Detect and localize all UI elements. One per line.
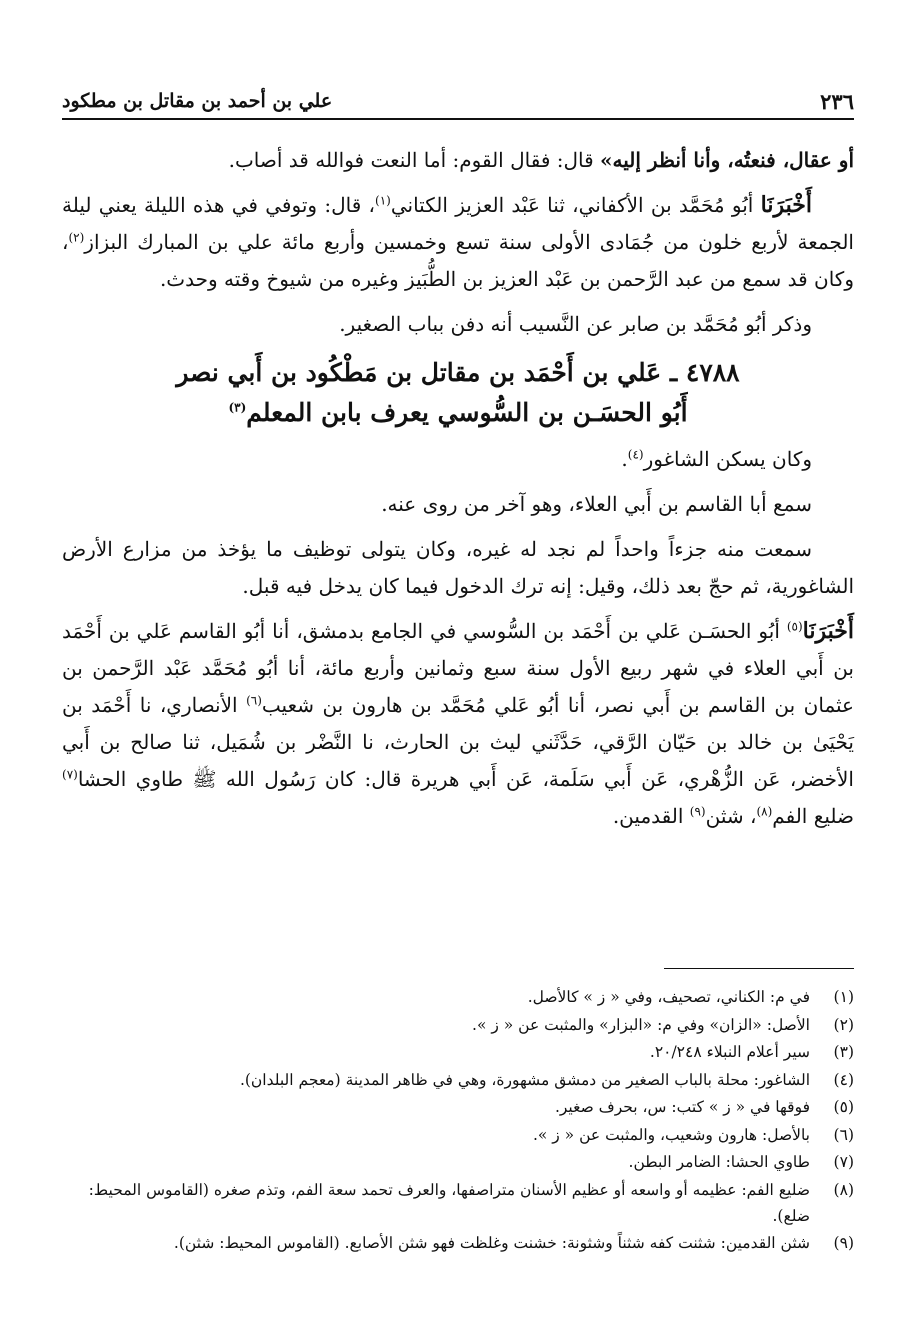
footnote-text: بالأصل: هارون وشعيب، والمثبت عن « ز ». — [532, 1125, 810, 1144]
footnote — [62, 1012, 854, 1038]
paragraph-4-text: وكان يسكن الشاغور — [643, 447, 812, 471]
isnad-lead: أَخْبَرَنَا — [760, 192, 812, 218]
paragraph-2-text-b: ، قال: وتوفي في هذه الليلة يعني ليلة الجمعة لأربع خلون من جُمَادى الأولى سنة تسع وخمسين وأربع مائة علي بن المبارك البزاز — [62, 193, 854, 254]
footnote-ref-1: (١) — [375, 193, 391, 208]
footnote-separator — [664, 968, 854, 969]
footnote-ref-2: (٢) — [68, 230, 85, 245]
hadith-end: أو عقال، فنعتُه، وأنا أنظر إليه» — [600, 148, 854, 172]
footnote-ref-8: (٨) — [756, 804, 773, 819]
entry-heading — [62, 353, 854, 433]
footnote-number: (٧) — [833, 1153, 854, 1171]
page-header — [62, 84, 854, 120]
footnote-number: (٤) — [833, 1070, 854, 1089]
paragraph-5: سمع أبا القاسم بن أَبي العلاء، وهو آخر من روى عنه. — [381, 492, 812, 516]
footnote-text: الأصل: «الزان» وفي م: «البزار» والمثبت عن « ز ». — [472, 1015, 810, 1034]
footnote — [62, 1067, 854, 1093]
footnote-ref-4: (٤) — [627, 447, 644, 462]
paragraph-7-text-a: أبُو الحسَـن عَلي بن أَحْمَد بن السُّوسي في الجامع بدمشق، أنا أبُو القاسم عَلي بن أَحْمَد بن أَبي العلاء في شهر ربيع الأول سنة سبع وثمانين وأربع مائة، أنا أبُو مُحَمَّد عَبْد الرَّحمن بن عثمان بن القاسم بن أَبي نصر، أنا أبُو عَلي مُحَمَّد بن هارون بن شعيب — [62, 619, 854, 717]
footnotes — [62, 984, 854, 1258]
footnote — [62, 1230, 854, 1256]
footnote-number: (١) — [833, 988, 854, 1006]
paragraph-4 — [62, 441, 854, 478]
footnote-number: (٢) — [833, 1015, 854, 1034]
paragraph-1-text: قال: فقال القوم: أما النعت فوالله قد أصاب. — [228, 148, 601, 172]
footnote-ref-5: (٥) — [786, 619, 803, 634]
footnote — [62, 1177, 854, 1229]
footnote-ref-3: (٣) — [228, 400, 247, 415]
entry-heading-line-2-wrap — [62, 393, 854, 433]
isnad-lead-2: أَخْبَرَنَا — [802, 618, 854, 644]
entry-heading-line-1: ٤٧٨٨ ـ عَلي بن أَحْمَد بن مقاتل بن مَطْكُود بن أَبي نصر — [176, 358, 740, 387]
footnote-number: (٣) — [833, 1043, 854, 1061]
page-number: ٢٣٦ — [820, 88, 854, 114]
footnote-ref-9: (٩) — [689, 804, 706, 819]
footnote-text: في م: الكناني، تصحيف، وفي « ز » كالأصل. — [527, 988, 810, 1006]
footnote-ref-6: (٦) — [246, 693, 262, 708]
footnote-number: (٨) — [833, 1180, 854, 1199]
footnote-number: (٦) — [833, 1125, 854, 1144]
footnote-number: (٥) — [833, 1098, 854, 1116]
paragraph-2-text-a: أبُو مُحَمَّد بن الأكفاني، ثنا عَبْد العزيز الكتاني — [390, 193, 761, 217]
footnote-text: الشاغور: محلة بالباب الصغير من دمشق مشهورة، وهي في ظاهر المدينة (معجم البلدان). — [239, 1070, 810, 1089]
footnote-text: فوقها في « ز » كتب: س، بحرف صغير. — [554, 1098, 810, 1116]
paragraph-7-text-e: القدمين. — [612, 804, 690, 828]
paragraph-6: سمعت منه جزءاً واحداً لم نجد له غيره، وكان يتولى توظيف ما يؤخذ من مزارع الأرض الشاغورية، ثم حجّ بعد ذلك، وقيل: إنه ترك الدخول فيما كان يدخل فيه قبل. — [62, 537, 854, 598]
entry-heading-line-2: أَبُو الحسَـن بن السُّوسي يعرف بابن المعلم — [246, 398, 688, 427]
footnote — [62, 1039, 854, 1065]
paragraph-7-text-d: ، شثن — [705, 804, 757, 828]
footnote-number: (٩) — [833, 1234, 854, 1252]
footnote-text: سير أعلام النبلاء ٢٠/٢٤٨. — [649, 1043, 810, 1061]
footnote — [62, 1122, 854, 1148]
paragraph-7-text-b: الأنصاري، نا أَحْمَد بن يَحْيَىٰ بن خالد بن حَيّان الرَّقي، حَدَّثَني ليث بن الحارث، نا النَّضْر بن شُمَيل، ثنا صالح بن أَبي الأخضر، عَن الزُّهْري، عَن أَبي سَلَمة، عَن أَبي هريرة قال: كان رَسُول الله ﷺ طاوي الحشا — [62, 693, 854, 791]
footnote-text: شثن القدمين: شثنت كفه شثناً وشثونة: خشنت وغلظت فهو شثن الأصابع. (القاموس المحيط: شثن). — [173, 1234, 810, 1252]
paragraph-2 — [62, 187, 854, 298]
paragraph-2-text-c: ، وكان قد سمع من عبد الرَّحمن بن عَبْد العزيز بن الطُّبَيز وغيره من شيوخ وقته وحدث. — [62, 230, 854, 291]
main-text — [62, 142, 854, 843]
footnote — [62, 1149, 854, 1175]
footnote-text: طاوي الحشا: الضامر البطن. — [628, 1153, 810, 1171]
paragraph-7-text-c: ضليع الفم — [772, 804, 854, 828]
paragraph-7 — [62, 613, 854, 835]
running-title: علي بن أحمد بن مقاتل بن مطكود — [62, 90, 333, 112]
footnote — [62, 1094, 854, 1120]
paragraph-4-end: . — [621, 447, 628, 471]
paragraph-1 — [62, 142, 854, 179]
footnote — [62, 984, 854, 1010]
footnote-ref-7: (٧) — [62, 767, 78, 782]
footnote-text: ضليع الفم: عظيمه أو واسعه أو عظيم الأسنان متراصفها، والعرف تحمد سعة الفم، وتذم صغره (القاموس المحيط: ضلع). — [88, 1180, 810, 1225]
paragraph-3: وذكر أبُو مُحَمَّد بن صابر عن النَّسيب أنه دفن بباب الصغير. — [339, 312, 812, 336]
